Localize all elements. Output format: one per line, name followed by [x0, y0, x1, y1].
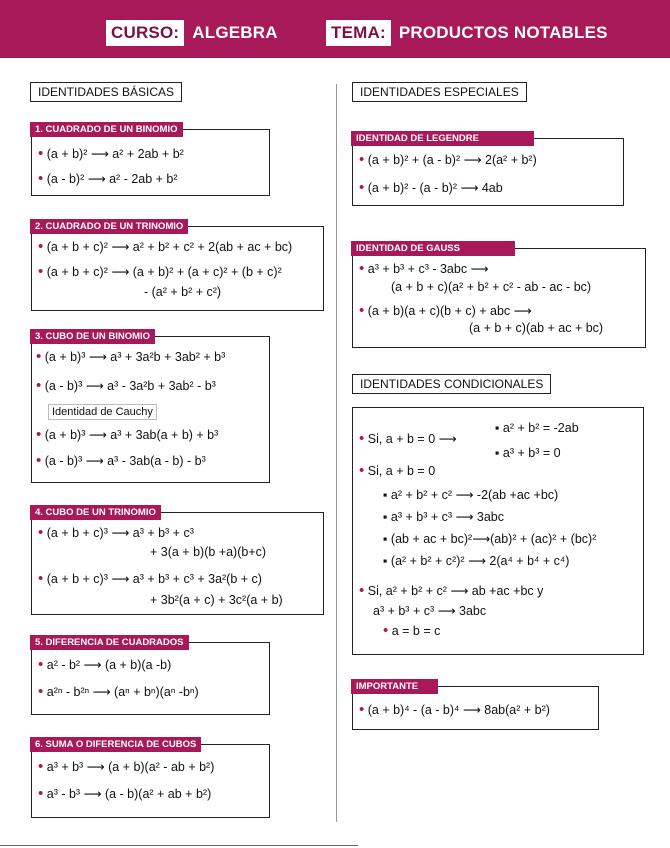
- formula-line: • (a + b + c)³ ⟶ a³ + b³ + c³ + 3a²(b + c): [38, 570, 262, 587]
- note-cauchy: Identidad de Cauchy: [48, 404, 157, 420]
- formula-line: • (a + b + c)² ⟶ (a + b)² + (a + c)² + (b + c)²: [38, 263, 282, 280]
- formula-line: ▪ a² + b² + c² ⟶ -2(ab +ac +bc): [383, 488, 559, 502]
- box-title: 3. CUBO DE UN BINOMIO: [30, 329, 155, 344]
- formula-line: • (a + b)² ⟶ a² + 2ab + b²: [38, 145, 184, 162]
- formula-line: • a = b = c: [383, 622, 441, 639]
- bullet-dot-icon: •: [36, 426, 42, 443]
- box-cubo-trinomio: [31, 507, 324, 615]
- box-title: 1. CUADRADO DE UN BINOMIO: [30, 122, 183, 137]
- section-title-basicas: IDENTIDADES BÁSICAS: [30, 82, 182, 102]
- formula-line: • a³ - b³ ⟶ (a - b)(a² + ab + b²): [38, 785, 212, 802]
- formula-line: ▪ (a² + b² + c²)² ⟶ 2(a⁴ + b⁴ + c⁴): [383, 554, 570, 568]
- formula-line: • a² - b² ⟶ (a + b)(a -b): [38, 656, 172, 673]
- bullet-dot-icon: •: [359, 302, 365, 319]
- bullet-dot-icon: •: [359, 701, 365, 718]
- bullet-dot-icon: •: [36, 452, 42, 469]
- box-title: 2. CUADRADO DE UN TRINOMIO: [30, 219, 188, 234]
- box-title: 4. CUBO DE UN TRINOMIO: [30, 505, 161, 520]
- bullet-dot-icon: •: [359, 151, 365, 168]
- bullet-dot-icon: •: [359, 260, 365, 277]
- bullet-dot-icon: •: [38, 656, 44, 673]
- formula-line: ▪ a² + b² = -2ab: [495, 421, 579, 435]
- formula-line: ▪ a³ + b³ = 0: [495, 446, 561, 460]
- formula-line: • (a - b)³ ⟶ a³ - 3a²b + 3ab² - b³: [36, 377, 216, 394]
- formula-line: (a + b + c)(a² + b² + c² - ab - ac - bc): [391, 280, 592, 294]
- note-wrapper: [48, 404, 157, 419]
- formula-line: • (a - b)³ ⟶ a³ - 3ab(a - b) - b³: [36, 452, 206, 469]
- box-title: IDENTIDAD DE GAUSS: [351, 241, 515, 256]
- box-diferencia-cuadrados: [31, 637, 270, 715]
- formula-line: + 3(a + b)(b +a)(b+c): [150, 545, 267, 559]
- formula-line: • (a + b + c)³ ⟶ a³ + b³ + c³: [38, 524, 194, 541]
- box-title: IDENTIDAD DE LEGENDRE: [351, 131, 534, 146]
- bullet-dot-icon: •: [359, 430, 365, 447]
- curso-label: CURSO:: [106, 20, 184, 46]
- formula-line: • (a + b)⁴ - (a - b)⁴ ⟶ 8ab(a² + b²): [359, 701, 550, 718]
- column-divider: [336, 84, 337, 822]
- formula-line: • a³ + b³ ⟶ (a + b)(a² - ab + b²): [38, 758, 215, 775]
- section-title-condicionales: IDENTIDADES CONDICIONALES: [352, 374, 551, 394]
- header-banner: [0, 0, 670, 58]
- box-title: IMPORTANTE: [351, 679, 438, 694]
- bullet-dot-icon: •: [38, 170, 44, 187]
- formula-line: a³ + b³ + c³ ⟶ 3abc: [373, 604, 487, 618]
- formula-line: ▪ (ab + ac + bc)²⟶(ab)² + (ac)² + (bc)²: [383, 532, 597, 546]
- bullet-dot-icon: •: [38, 524, 44, 541]
- formula-line: - (a² + b² + c²): [144, 285, 222, 299]
- box-title: 5. DIFERENCIA DE CUADRADOS: [30, 635, 189, 650]
- bullet-dot-icon: •: [36, 348, 42, 365]
- bullet-dot-icon: •: [383, 622, 389, 639]
- curso-value: ALGEBRA: [192, 23, 278, 42]
- box-gauss: [352, 243, 646, 348]
- bullet-dot-icon: •: [38, 145, 44, 162]
- box-importante: [352, 681, 599, 730]
- formula-line: • Si, a + b = 0: [359, 462, 436, 479]
- formula-line: • (a + b)² - (a - b)² ⟶ 4ab: [359, 179, 503, 196]
- box-condicionales: [352, 407, 644, 655]
- box-legendre: [352, 133, 624, 206]
- box-cubo-binomio: [31, 331, 270, 483]
- bullet-dot-icon: •: [359, 179, 365, 196]
- formula-line: • Si, a + b = 0 ⟶: [359, 430, 457, 447]
- bullet-dot-icon: •: [38, 570, 44, 587]
- formula-line: • a³ + b³ + c³ - 3abc ⟶: [359, 260, 489, 277]
- bottom-rule: [0, 845, 358, 846]
- curso-tag: [106, 20, 278, 46]
- bullet-dot-icon: •: [38, 758, 44, 775]
- formula-line: • (a + b)³ ⟶ a³ + 3ab(a + b) + b³: [36, 426, 219, 443]
- bullet-dot-icon: •: [359, 462, 365, 479]
- formula-line: • Si, a² + b² + c² ⟶ ab +ac +bc y: [359, 582, 544, 599]
- tema-label: TEMA:: [326, 20, 391, 46]
- formula-line: (a + b + c)(ab + ac + bc): [469, 321, 604, 335]
- box-cuadrado-binomio: [31, 124, 270, 196]
- formula-line: • (a + b)(a + c)(b + c) + abc ⟶: [359, 302, 532, 319]
- bullet-dot-icon: •: [38, 785, 44, 802]
- formula-line: • (a - b)² ⟶ a² - 2ab + b²: [38, 170, 178, 187]
- tema-tag: [326, 20, 608, 46]
- bullet-dot-icon: •: [38, 263, 44, 280]
- bullet-dot-icon: •: [36, 377, 42, 394]
- formula-line: + 3b²(a + c) + 3c²(a + b): [150, 593, 283, 607]
- box-title: 6. SUMA O DIFERENCIA DE CUBOS: [30, 737, 201, 752]
- bullet-dot-icon: •: [38, 238, 44, 255]
- bullet-dot-icon: •: [359, 582, 365, 599]
- formula-line: ▪ a³ + b³ + c³ ⟶ 3abc: [383, 510, 505, 524]
- formula-line: • (a + b + c)² ⟶ a² + b² + c² + 2(ab + ac + bc): [38, 238, 293, 255]
- section-title-especiales: IDENTIDADES ESPECIALES: [352, 82, 527, 102]
- formula-line: • (a + b)² + (a - b)² ⟶ 2(a² + b²): [359, 151, 537, 168]
- bullet-dot-icon: •: [38, 683, 44, 700]
- formula-line: • (a + b)³ ⟶ a³ + 3a²b + 3ab² + b³: [36, 348, 226, 365]
- formula-line: • a²ⁿ - b²ⁿ ⟶ (aⁿ + bⁿ)(aⁿ -bⁿ): [38, 683, 199, 700]
- tema-value: PRODUCTOS NOTABLES: [398, 23, 608, 42]
- box-cubos: [31, 739, 270, 818]
- box-cuadrado-trinomio: [31, 221, 324, 311]
